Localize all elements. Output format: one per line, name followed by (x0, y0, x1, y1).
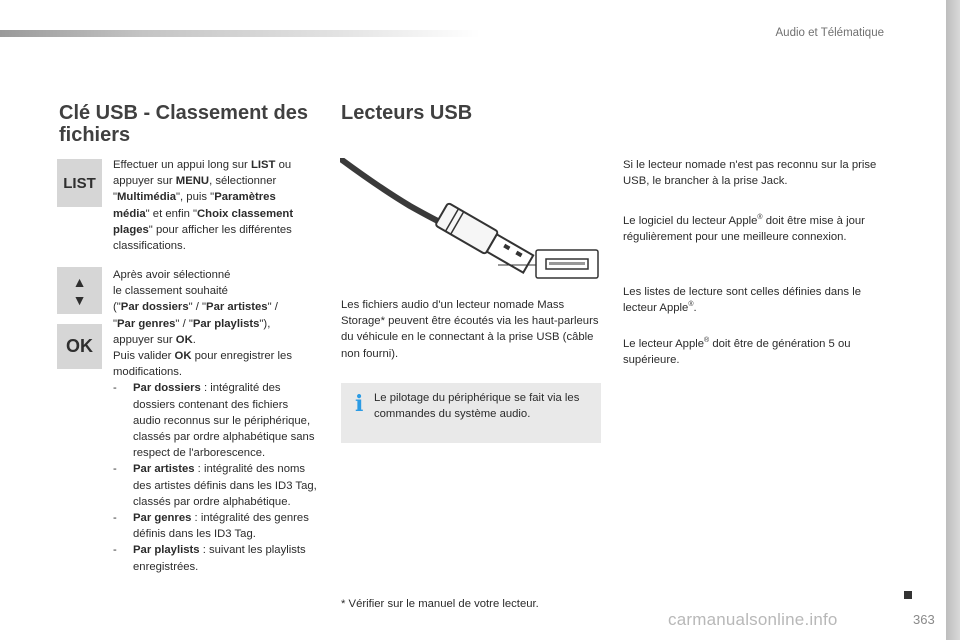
note-jack: Si le lecteur nomade n'est pas reconnu sur la prise USB, le brancher à la prise Jack. (623, 159, 877, 188)
section-title-usb-players: Lecteurs USB (341, 102, 473, 124)
list-item: - Par artistes : intégralité des noms des artistes définis dans les ID3 Tag, classés par ordre alphabétique. (113, 463, 317, 508)
usb-plug-icon (340, 158, 602, 280)
end-marker (904, 591, 912, 599)
usb-description: Les fichiers audio d'un lecteur nomade Mass Storage* peuvent être écoutés via les haut-parleurs du véhicule en le connectant à la prise USB (câble non fourni). (341, 299, 599, 360)
info-text: Le pilotage du périphérique se fait via les commandes du système audio. (374, 392, 580, 420)
page-edge-strip (946, 0, 960, 640)
note-playlists: Les listes de lecture sont celles définies dans le lecteur Apple®. (623, 286, 861, 315)
note-apple-update: Le logiciel du lecteur Apple® doit être mise à jour régulièrement pour une meilleure connexion. (623, 214, 865, 244)
list-item: - Par genres : intégralité des genres définis dans les ID3 Tag. (113, 512, 309, 541)
info-box (341, 383, 601, 443)
arrow-down-icon: ▼ (72, 291, 87, 308)
usb-illustration (340, 158, 602, 280)
list-item: - Par playlists : suivant les playlists enregistrées. (113, 544, 306, 573)
sort-instruction: Après avoir sélectionné le classement souhaité ("Par dossiers" / "Par artistes" / "Par genres" / "Par playlists"), appuyer sur OK. Puis valider OK pour enregistrer les modifications. - Par dossiers : intégralité des dossiers contenant des fichiers audio reconnus sur le périphérique, classés par ordre alphabétique sans respect de l'arborescence. - Par artistes : intégralité des noms des artistes définis dans les ID3 Tag, classés par ordre alphabétique. - Par genres : intégralité des genres définis dans les ID3 Tag. - Par playlists : suivant les playlists enregistrées. (113, 267, 318, 575)
note-apple-generation: Le lecteur Apple® doit être de génération 5 ou supérieure. (623, 337, 851, 367)
page-number: 363 (913, 612, 935, 627)
section-title: Audio et Télématique (775, 27, 884, 39)
footnote: * Vérifier sur le manuel de votre lecteur. (341, 598, 539, 610)
header-gradient-bar (0, 30, 480, 37)
page-title-usb-sort: Clé USB - Classement des fichiers (59, 102, 308, 146)
arrow-up-icon: ▲ (72, 273, 87, 290)
list-instruction: Effectuer un appui long sur LIST ou appuyer sur MENU, sélectionner "Multimédia", puis "Paramètres média" et enfin "Choix classement plages" pour afficher les différentes classifications. (113, 159, 294, 253)
list-key-icon: LIST (57, 159, 102, 207)
info-icon: i (355, 391, 364, 417)
ok-key-icon: OK (57, 324, 102, 369)
watermark: carmanualsonline.info (668, 610, 838, 629)
list-item: - Par dossiers : intégralité des dossiers contenant des fichiers audio reconnus sur le périphérique, classés par ordre alphabétique sans respect de l'arborescence. (113, 382, 315, 460)
arrow-keys-icon (57, 267, 102, 314)
